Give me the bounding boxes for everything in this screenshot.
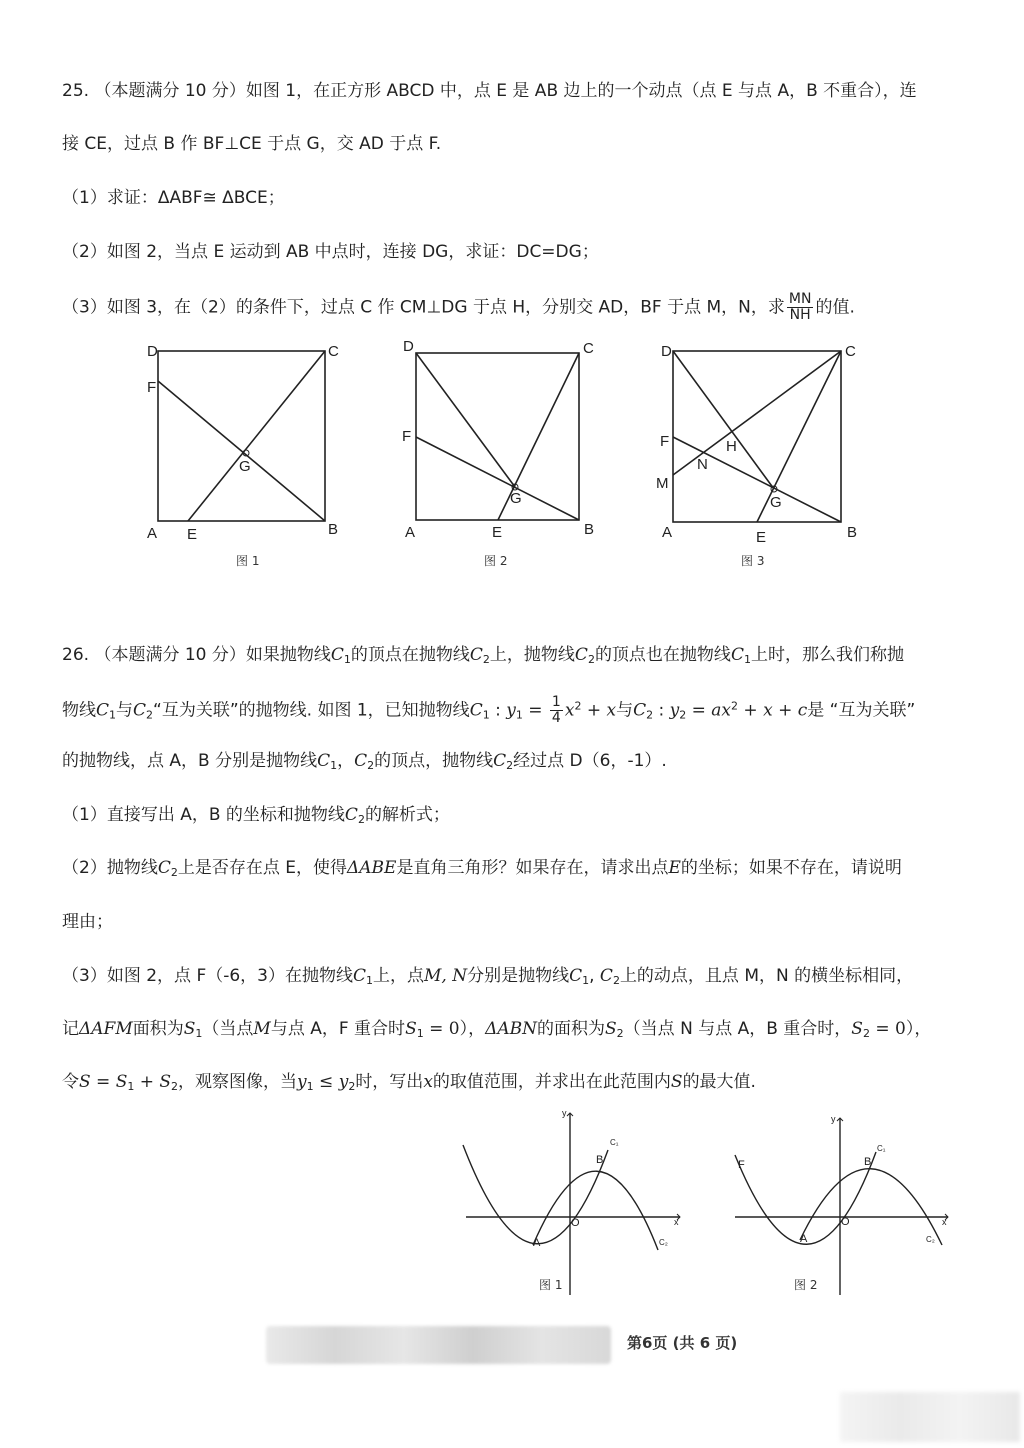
svg-text:C₂: C₂ xyxy=(926,1235,935,1244)
q25-line2: 接 CE，过点 B 作 BF⊥CE 于点 G，交 AD 于点 F. xyxy=(62,134,442,154)
svg-text:C₂: C₂ xyxy=(659,1238,668,1247)
q26-line2: 物线$C_1$与$C_2“$互为关联”的抛物线. 如图 1，已知抛物线$C_1$ : $y_1$ = $\frac{1}{4}$ $x^2 + x$与$C_2$ : $y_2 = ax^2 + x + c$是 “互为关联” xyxy=(62,694,916,726)
q26-part3-line3: 令$S = S_1 + S_2$，观察图像，当$y_1 \le y_2$时，写出x的取值范围，并求出在此范围内S的最大值. xyxy=(62,1072,756,1093)
label-C: C xyxy=(583,340,594,357)
svg-text:y: y xyxy=(831,1114,836,1124)
q25-figure-3 xyxy=(656,338,866,548)
q26-part2-cont: 理由； xyxy=(62,912,113,932)
q26-part2: （2）抛物线$C_2$上是否存在点 E，使得ΔABE是直角三角形？如果存在，请求出点E的坐标；如果不存在，请说明 xyxy=(62,858,902,879)
q25-line1: 25. （本题满分 10 分）如图 1，在正方形 ABCD 中，点 E 是 AB 边上的一个动点（点 E 与点 A，B 不重合），连 xyxy=(62,81,917,101)
svg-text:x: x xyxy=(942,1217,947,1227)
q25-caption-1: 图 1 xyxy=(236,554,260,568)
mn-nh-fraction: $\frac{MN}{NH}$ xyxy=(788,291,812,323)
q26-caption-1: 图 1 xyxy=(539,1278,563,1292)
q26-part3-line2: 记ΔAFM面积为$S_1$（当点M与点 A，F 重合时$S_1 = 0$），ΔABN的面积为$S_2$（当点 N 与点 A，B 重合时，$S_2 = 0$）， xyxy=(62,1019,932,1040)
svg-text:y: y xyxy=(562,1108,567,1118)
svg-text:F: F xyxy=(738,1159,745,1171)
blurred-watermark xyxy=(840,1392,1020,1442)
page-number: 第6页 (共 6 页) xyxy=(627,1334,738,1352)
q26-graph-1 xyxy=(458,1105,688,1300)
q25-part1: （1）求证：ΔABF≅ ΔBCE； xyxy=(62,188,285,208)
q26-part3: （3）如图 2，点 F（-6，3）在抛物线$C_1$上，点M, N分别是抛物线$C_1$, $C_2$上的动点，且点 M，N 的横坐标相同， xyxy=(62,966,914,987)
svg-text:C₁: C₁ xyxy=(610,1138,619,1147)
svg-text:x: x xyxy=(674,1217,679,1227)
q25-caption-2: 图 2 xyxy=(484,554,508,568)
q26-line1: 26. （本题满分 10 分）如果抛物线$C_1$的顶点在抛物线$C_2$上，抛物线$C_2$的顶点也在抛物线$C_1$上时，那么我们称抛 xyxy=(62,645,904,666)
label-G: G xyxy=(239,458,251,475)
q25-figure-1 xyxy=(140,338,350,548)
label-H: H xyxy=(726,438,737,455)
svg-text:C₁: C₁ xyxy=(877,1144,886,1153)
label-G: G xyxy=(770,494,782,511)
q26-graph-2 xyxy=(730,1110,960,1300)
label-E: E xyxy=(492,524,503,541)
label-M: M xyxy=(656,475,669,492)
label-F: F xyxy=(402,428,412,445)
svg-text:B: B xyxy=(864,1156,872,1168)
q25-figure-2 xyxy=(398,335,608,545)
label-G: G xyxy=(510,490,522,507)
label-A: A xyxy=(147,525,158,542)
label-B: B xyxy=(584,521,595,538)
svg-text:A: A xyxy=(533,1237,541,1249)
q26-caption-2: 图 2 xyxy=(794,1278,818,1292)
svg-text:O: O xyxy=(571,1217,580,1229)
label-A: A xyxy=(662,524,673,541)
q26-part1: （1）直接写出 A，B 的坐标和抛物线$C_2$的解析式； xyxy=(62,805,450,826)
q25-caption-3: 图 3 xyxy=(741,554,765,568)
quarter-fraction: $\frac{1}{4}$ xyxy=(551,694,561,726)
blurred-footer-text xyxy=(266,1326,611,1364)
label-E: E xyxy=(187,526,198,543)
label-A: A xyxy=(405,524,416,541)
q25-part2: （2）如图 2，当点 E 运动到 AB 中点时，连接 DG，求证：DC=DG； xyxy=(62,242,599,262)
q25-part3: （3）如图 3，在（2）的条件下，过点 C 作 CM⊥DG 于点 H，分别交 AD，BF 于点 M，N，求 $\frac{MN}{NH}$ 的值. xyxy=(62,291,855,323)
label-F: F xyxy=(147,379,157,396)
label-D: D xyxy=(403,338,414,355)
label-F: F xyxy=(660,433,670,450)
label-C: C xyxy=(845,343,856,360)
label-D: D xyxy=(661,343,672,360)
label-D: D xyxy=(147,343,158,360)
label-B: B xyxy=(328,521,339,538)
label-C: C xyxy=(328,343,339,360)
q26-line3: 的抛物线，点 A，B 分别是抛物线$C_1$，$C_2$的顶点，抛物线$C_2$经过点 D（6，-1）. xyxy=(62,751,667,772)
label-E: E xyxy=(756,529,767,546)
label-B: B xyxy=(847,524,858,541)
svg-text:B: B xyxy=(596,1154,604,1166)
label-N: N xyxy=(697,456,708,473)
svg-text:O: O xyxy=(841,1216,850,1228)
svg-text:A: A xyxy=(800,1233,808,1245)
